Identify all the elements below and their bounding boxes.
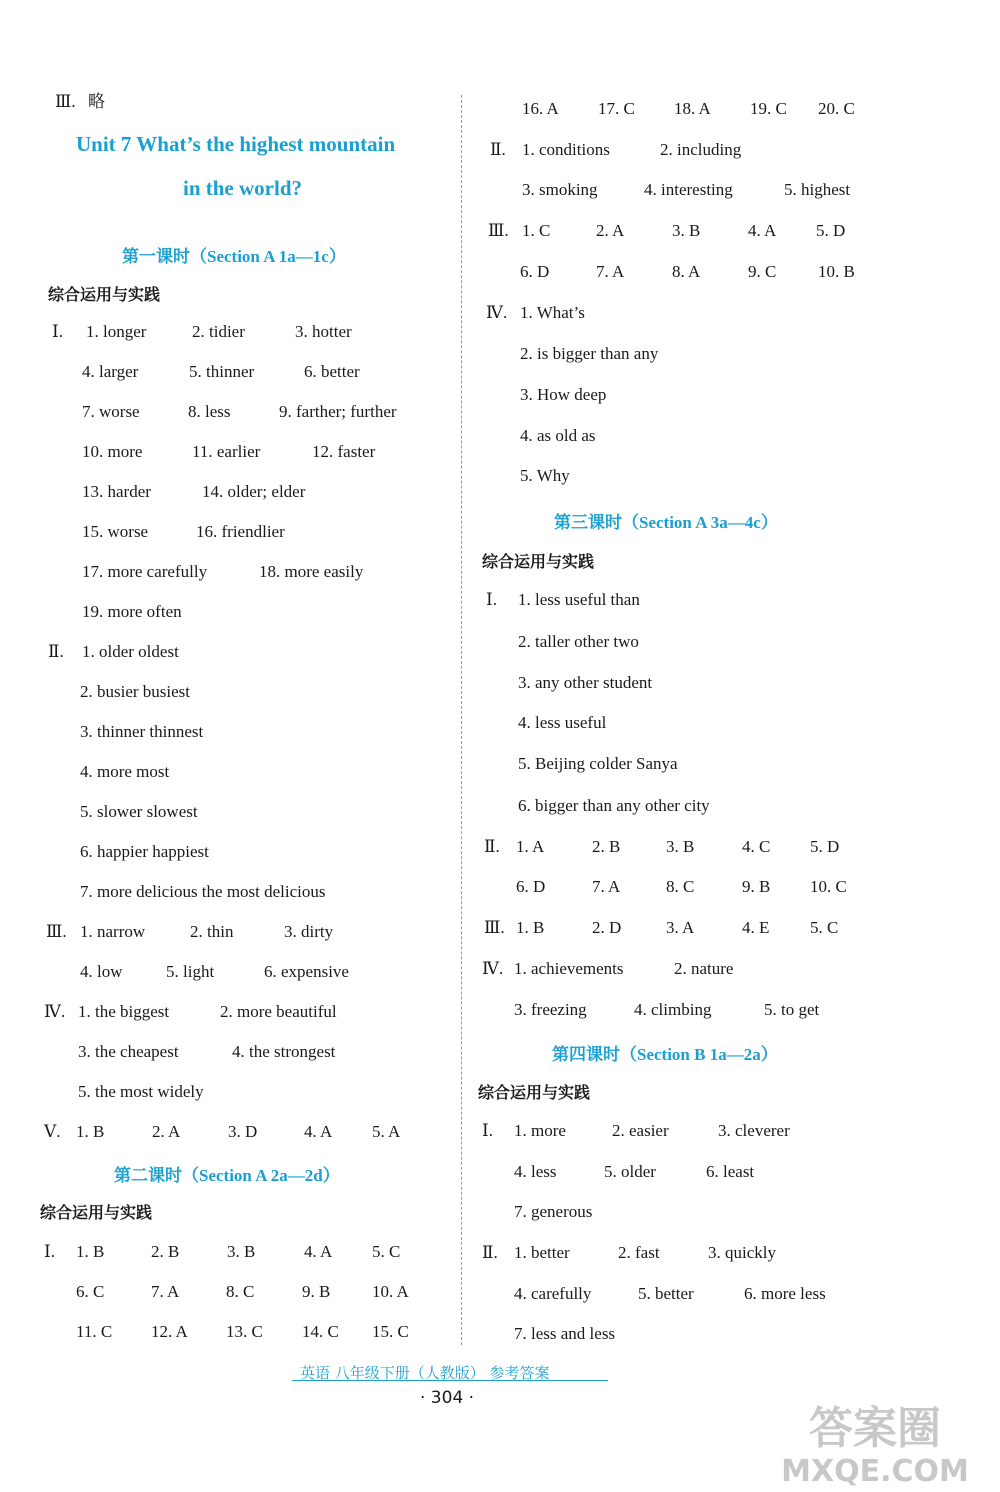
answer-item: 1. more xyxy=(514,1121,566,1140)
answer-item: 2. B xyxy=(151,1242,180,1261)
answer-item: 12. faster xyxy=(312,442,376,461)
roman-numeral: Ⅳ. xyxy=(482,959,504,978)
answer-item: 12. A xyxy=(151,1322,188,1341)
answer-item: 3. B xyxy=(227,1242,256,1261)
answer-item: 6. better xyxy=(304,362,360,381)
answer-item: 1. B xyxy=(516,918,545,937)
answer-item: 8. C xyxy=(226,1282,255,1301)
unit-title-line2: in the world? xyxy=(183,176,303,200)
answer-item: 3. the cheapest xyxy=(78,1042,179,1061)
section-heading: 综合运用与实践 xyxy=(40,1203,153,1222)
answer-item: 9. B xyxy=(302,1282,331,1301)
answer-item: 1. longer xyxy=(86,322,147,341)
roman-numeral: Ⅲ. xyxy=(46,922,67,941)
answer-item: 5. better xyxy=(638,1284,694,1303)
answer-item: 8. C xyxy=(666,877,695,896)
answer-item: 2. D xyxy=(592,918,622,937)
lesson-heading-3: 第三课时（Section A 3a—4c） xyxy=(554,513,778,532)
roman-numeral: Ⅱ. xyxy=(484,837,500,856)
answer-item: 4. more most xyxy=(80,762,170,781)
section-heading: 综合运用与实践 xyxy=(478,1083,591,1102)
answer-item: 1. achievements xyxy=(514,959,624,978)
answer-item: 2. more beautiful xyxy=(220,1002,337,1021)
answer-item: 19. more often xyxy=(82,602,182,621)
answer-item: 7. less and less xyxy=(514,1324,616,1343)
answer-item: 7. A xyxy=(596,262,625,281)
answer-item: 2. taller other two xyxy=(518,632,639,651)
answer-item: 4. low xyxy=(80,962,123,981)
answer-item: 2. thin xyxy=(190,922,234,941)
answer-item: 3. How deep xyxy=(520,385,607,404)
column-divider xyxy=(461,95,462,1345)
answer-item: 11. C xyxy=(76,1322,113,1341)
answer-item: 6. bigger than any other city xyxy=(518,796,710,815)
answer-item: 7. more delicious the most delicious xyxy=(80,882,326,901)
answer-item: 2. is bigger than any xyxy=(520,344,659,363)
answer-item: 16. A xyxy=(522,99,559,118)
answer-item: 6. more less xyxy=(744,1284,826,1303)
answer-item: 3. quickly xyxy=(708,1243,776,1262)
answer-item: 4. carefully xyxy=(514,1284,592,1303)
answer-item: 2. B xyxy=(592,837,621,856)
answer-item: 15. worse xyxy=(82,522,149,541)
answer-item: 5. thinner xyxy=(189,362,255,381)
answer-item: 5. A xyxy=(372,1122,401,1141)
answer-item: 7. A xyxy=(592,877,621,896)
answer-item: 3. A xyxy=(666,918,695,937)
roman-numeral: Ⅱ. xyxy=(48,642,64,661)
answer-item: 5. D xyxy=(810,837,840,856)
answer-item: 3. thinner thinnest xyxy=(80,722,204,741)
answer-item: 5. the most widely xyxy=(78,1082,204,1101)
answer-item: 2. A xyxy=(596,221,625,240)
answer-item: 7. generous xyxy=(514,1202,593,1221)
roman-numeral: Ⅴ. xyxy=(44,1122,61,1141)
answer-item: 6. D xyxy=(516,877,546,896)
answer-item: 4. climbing xyxy=(634,1000,712,1019)
answer-item: 19. C xyxy=(750,99,787,118)
answer-item: 2. A xyxy=(152,1122,181,1141)
answer-item: 7. A xyxy=(151,1282,180,1301)
answer-item: 1. B xyxy=(76,1122,105,1141)
roman-numeral: Ⅱ. xyxy=(490,140,506,159)
roman-numeral: Ⅲ. xyxy=(488,221,509,240)
page-number: · 304 · xyxy=(420,1388,475,1408)
answer-item: 4. interesting xyxy=(644,180,733,199)
answer-item: 16. friendlier xyxy=(196,522,285,541)
lesson-heading-1: 第一课时（Section A 1a—1c） xyxy=(122,247,346,266)
answer-item: 2. easier xyxy=(612,1121,669,1140)
watermark-url: MXQE.COM xyxy=(781,1454,969,1489)
answer-item: 17. C xyxy=(598,99,635,118)
answer-item: 5. older xyxy=(604,1162,656,1181)
answer-item: 20. C xyxy=(818,99,855,118)
answer-item: 3. hotter xyxy=(295,322,352,341)
answer-item: 1. conditions xyxy=(522,140,610,159)
lesson-heading-2: 第二课时（Section A 2a—2d） xyxy=(114,1166,340,1185)
answer-item: 3. any other student xyxy=(518,673,653,692)
answer-item: 3. dirty xyxy=(284,922,334,941)
answer-item: 9. B xyxy=(742,877,771,896)
roman-numeral: Ⅲ. xyxy=(55,92,76,111)
answer-item: 6. expensive xyxy=(264,962,349,981)
omitted-text: 略 xyxy=(88,92,105,112)
answer-item: 5. Why xyxy=(520,466,570,485)
answer-item: 17. more carefully xyxy=(82,562,208,581)
section-heading: 综合运用与实践 xyxy=(48,285,161,304)
answer-item: 18. more easily xyxy=(259,562,364,581)
answer-item: 2. including xyxy=(660,140,742,159)
answer-item: 3. B xyxy=(666,837,695,856)
unit-title-line1: Unit 7 What’s the highest mountain xyxy=(76,132,396,156)
answer-item: 10. C xyxy=(810,877,847,896)
answer-item: 4. as old as xyxy=(520,426,596,445)
answer-item: 13. harder xyxy=(82,482,151,501)
answer-item: 5. C xyxy=(810,918,839,937)
answer-item: 5. to get xyxy=(764,1000,820,1019)
answer-item: 2. nature xyxy=(674,959,734,978)
answer-item: 7. worse xyxy=(82,402,140,421)
answer-item: 2. busier busiest xyxy=(80,682,191,701)
answer-item: 8. A xyxy=(672,262,701,281)
answer-item: 3. freezing xyxy=(514,1000,587,1019)
watermark-text: 答案圈 xyxy=(809,1403,941,1454)
answer-item: 3. B xyxy=(672,221,701,240)
answer-item: 10. B xyxy=(818,262,855,281)
roman-numeral: Ⅰ. xyxy=(482,1121,493,1140)
section-heading: 综合运用与实践 xyxy=(482,552,595,571)
watermark-logo xyxy=(760,1395,990,1490)
answer-item: 4. larger xyxy=(82,362,139,381)
answer-item: 6. least xyxy=(706,1162,755,1181)
answer-item: 5. light xyxy=(166,962,215,981)
answer-item: 4. A xyxy=(748,221,777,240)
answer-item: 4. less xyxy=(514,1162,557,1181)
lesson-heading-4: 第四课时（Section B 1a—2a） xyxy=(552,1045,778,1064)
roman-numeral: Ⅰ. xyxy=(52,322,63,341)
answer-item: 13. C xyxy=(226,1322,263,1341)
footer-book-title: 英语 八年级下册（人教版） 参考答案 xyxy=(300,1364,550,1382)
footer-underline xyxy=(292,1380,608,1381)
answer-item: 1. What’s xyxy=(520,303,585,322)
answer-item: 4. the strongest xyxy=(232,1042,336,1061)
roman-numeral: Ⅳ. xyxy=(486,303,508,322)
answer-item: 4. E xyxy=(742,918,770,937)
answer-item: 4. C xyxy=(742,837,771,856)
answer-item: 10. A xyxy=(372,1282,409,1301)
answer-item: 4. A xyxy=(304,1122,333,1141)
answer-item: 2. tidier xyxy=(192,322,245,341)
answer-item: 5. D xyxy=(816,221,846,240)
answer-item: 1. C xyxy=(522,221,551,240)
answer-item: 1. older oldest xyxy=(82,642,179,661)
roman-numeral: Ⅰ. xyxy=(44,1242,55,1261)
answer-item: 3. cleverer xyxy=(718,1121,790,1140)
roman-numeral: Ⅳ. xyxy=(44,1002,66,1021)
answer-item: 1. the biggest xyxy=(78,1002,170,1021)
answer-item: 1. better xyxy=(514,1243,570,1262)
answer-item: 6. happier happiest xyxy=(80,842,209,861)
answer-item: 3. smoking xyxy=(522,180,598,199)
answer-item: 5. C xyxy=(372,1242,401,1261)
roman-numeral: Ⅰ. xyxy=(486,590,497,609)
answer-item: 4. less useful xyxy=(518,713,607,732)
answer-item: 10. more xyxy=(82,442,143,461)
answer-item: 3. D xyxy=(228,1122,258,1141)
answer-item: 9. C xyxy=(748,262,777,281)
answer-item: 6. D xyxy=(520,262,550,281)
roman-numeral: Ⅱ. xyxy=(482,1243,498,1262)
answer-item: 11. earlier xyxy=(192,442,261,461)
answer-item: 14. older; elder xyxy=(202,482,306,501)
answer-item: 6. C xyxy=(76,1282,105,1301)
answer-item: 18. A xyxy=(674,99,711,118)
answer-item: 1. narrow xyxy=(80,922,146,941)
answer-item: 4. A xyxy=(304,1242,333,1261)
answer-item: 1. B xyxy=(76,1242,105,1261)
answer-item: 14. C xyxy=(302,1322,339,1341)
answer-item: 5. slower slowest xyxy=(80,802,198,821)
answer-item: 15. C xyxy=(372,1322,409,1341)
answer-item: 1. A xyxy=(516,837,545,856)
answer-item: 2. fast xyxy=(618,1243,660,1262)
roman-numeral: Ⅲ. xyxy=(484,918,505,937)
answer-item: 1. less useful than xyxy=(518,590,640,609)
answer-item: 8. less xyxy=(188,402,231,421)
answer-item: 5. highest xyxy=(784,180,851,199)
answer-item: 5. Beijing colder Sanya xyxy=(518,754,678,773)
answer-item: 9. farther; further xyxy=(279,402,397,421)
